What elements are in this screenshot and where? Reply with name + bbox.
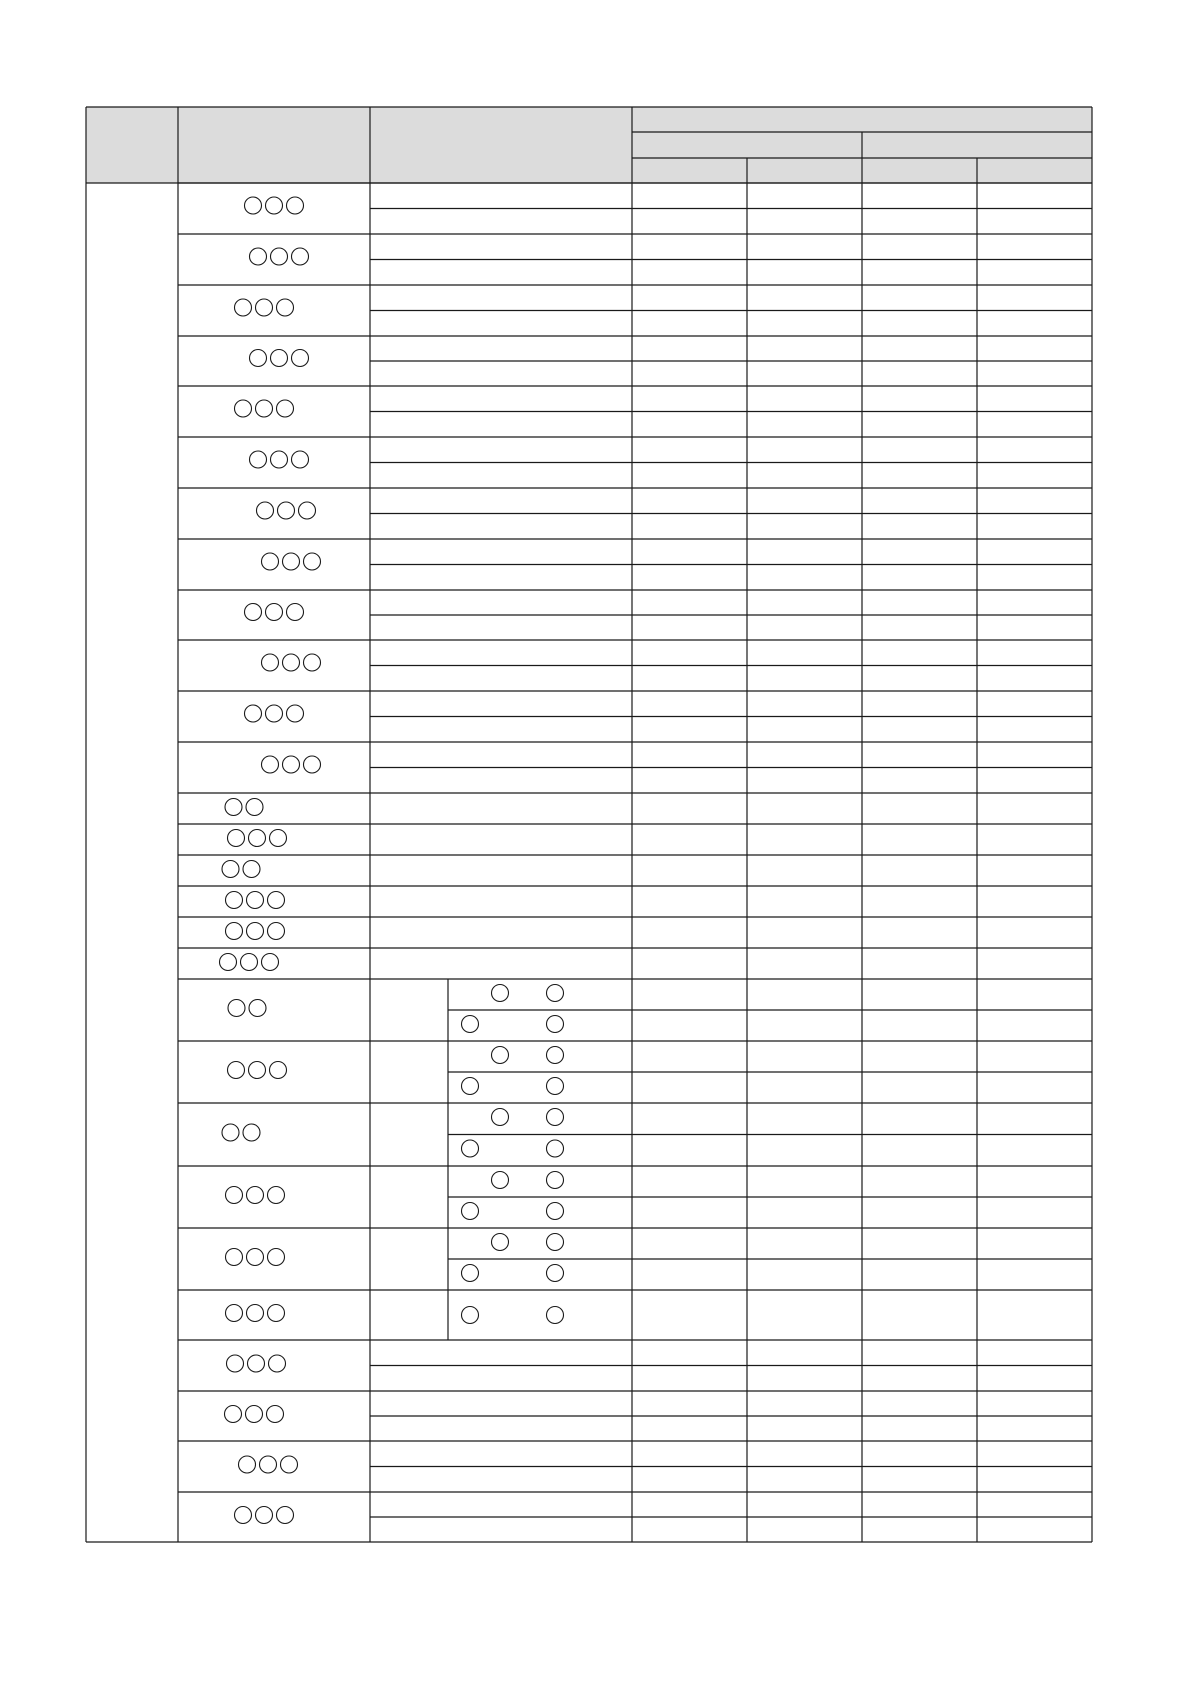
- header-fill: [86, 107, 1092, 183]
- table-header: [86, 107, 1092, 183]
